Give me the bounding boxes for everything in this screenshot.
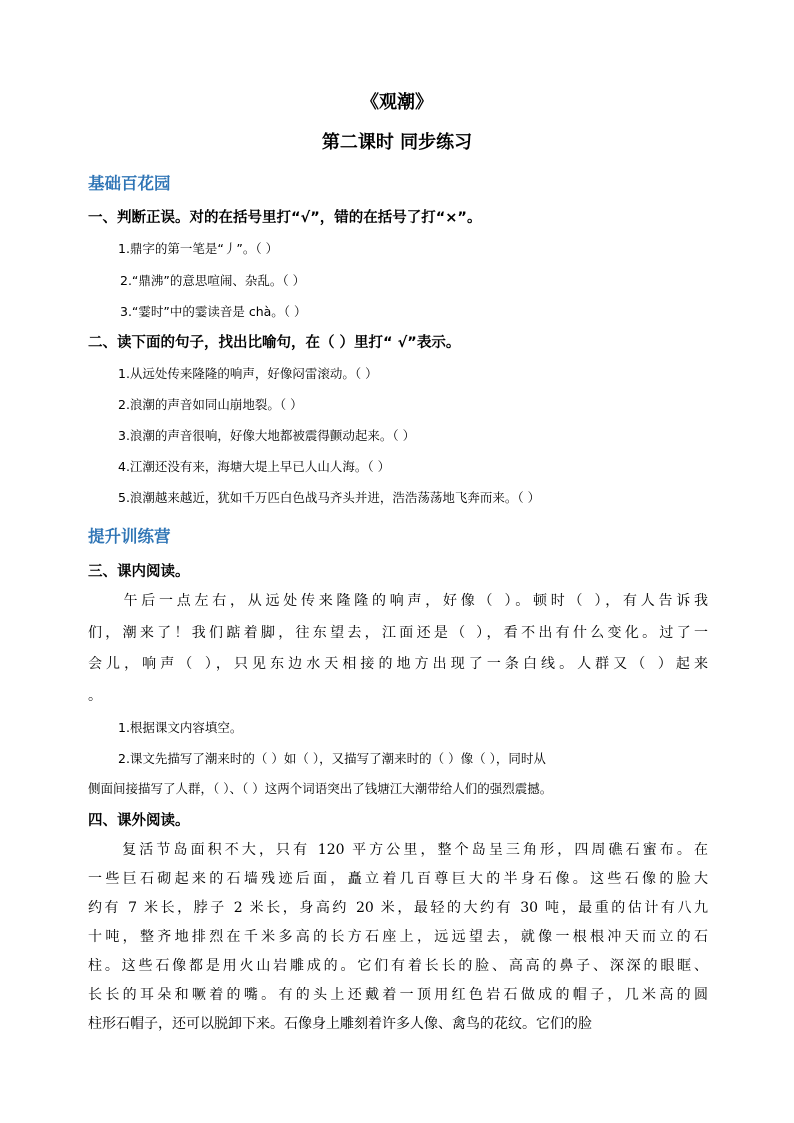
question-3-item-1: 1.根据课文内容填空。 [118, 720, 243, 735]
question-3-item-2: 2.课文先描写了潮来时的（ ）如（ ），又描写了潮来时的（ ）像（ ），同时从 [118, 751, 546, 766]
document-subtitle: 第二课时 同步练习 [321, 132, 473, 153]
document-title: 《观潮》 [361, 92, 433, 113]
passage-line: 一些巨石砌起来的石墙残迹后面，矗立着几百尊巨大的半身石像。这些石像的脸大 [88, 871, 708, 887]
question-3-heading: 三、课内阅读。 [88, 564, 190, 580]
section-heading-advanced: 提升训练营 [88, 527, 171, 546]
passage-line: 柱形石帽子，还可以脱卸下来。石像身上雕刻着许多人像、禽鸟的花纹。它们的脸 [88, 1016, 592, 1032]
question-1-heading: 一、判断正误。对的在括号里打“√”，错的在括号了打“×”。 [88, 210, 482, 226]
passage-line: 约有 7 米长，脖子 2 米长，身高约 20 米，最轻的大约有 30 吨，最重的估计有八九 [88, 900, 708, 916]
question-1-item-2: 2.“鼎沸”的意思喧闹、杂乱。（ ） [120, 273, 306, 288]
passage-line: 复活节岛面积不大，只有 120 平方公里，整个岛呈三角形，四周礁石蜜布。在 [88, 842, 708, 858]
section-heading-basic: 基础百花园 [88, 174, 171, 193]
question-2-item-4: 4.江潮还没有来，海塘大堤上早已人山人海。（ ） [118, 459, 391, 474]
passage-line: 会儿，响声（ ），只见东边水天相接的地方出现了一条白线。人群又（ ）起来 [88, 656, 708, 672]
question-2-item-2: 2.浪潮的声音如同山崩地裂。（ ） [118, 397, 303, 412]
question-2-item-5: 5.浪潮越来越近，犹如千万匹白色战马齐头并进，浩浩荡荡地飞奔而来。（ ） [118, 490, 541, 505]
question-3-item-2-continued: 侧面间接描写了人群，（ ）、（ ）这两个词语突出了钱塘江大潮带给人们的强烈震撼。 [88, 781, 553, 796]
question-1-item-3: 3.“霎时”中的霎读音是 chà。（ ） [120, 304, 307, 319]
question-3-passage [88, 586, 708, 712]
question-2-item-3: 3.浪潮的声音很响，好像大地都被震得颤动起来。（ ） [118, 428, 416, 443]
passage-line: 十吨，整齐地排烈在千米多高的长方石座上，远远望去，就像一根根冲天而立的石 [88, 929, 708, 945]
passage-line: 。 [88, 687, 102, 704]
question-2-heading: 二、读下面的句子，找出比喻句，在（ ）里打“ √”表示。 [88, 335, 461, 351]
passage-line: 柱。这些石像都是用火山岩雕成的。它们有着长长的脸、高高的鼻子、深深的眼眶、 [88, 958, 708, 974]
passage-line: 长长的耳朵和噘着的嘴。有的头上还戴着一顶用红色岩石做成的帽子，几米高的圆 [88, 987, 708, 1003]
question-1-item-1: 1.鼎字的第一笔是“丿”。（ ） [118, 241, 279, 256]
question-4-passage [88, 836, 708, 1039]
passage-line: 午后一点左右，从远处传来隆隆的响声，好像（ ）。顿时（ ），有人告诉我 [88, 593, 708, 609]
question-4-heading: 四、课外阅读。 [88, 813, 190, 829]
question-2-item-1: 1.从远处传来隆隆的响声，好像闷雷滚动。（ ） [118, 366, 378, 381]
passage-line: 们，潮来了！我们踮着脚，往东望去，江面还是（ ），看不出有什么变化。过了一 [88, 624, 708, 641]
